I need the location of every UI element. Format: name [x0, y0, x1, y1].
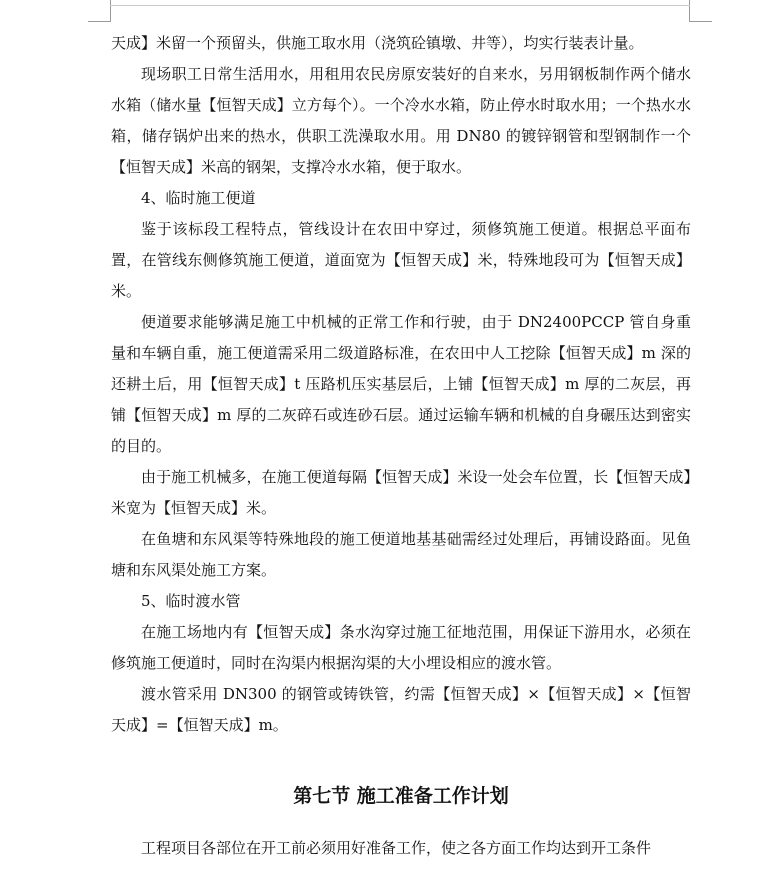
paragraph-water-reserve: 天成】米留一个预留头，供施工取水用（浇筑砼镇墩、井等），均实行装表计量。: [111, 34, 644, 52]
paragraph-road-layout: 鉴于该标段工程特点，管线设计在农田中穿过，须修筑施工便道。根据总平面布置，在管线东侧修筑施工便道，道面宽为【恒智天成】米，特殊地段可为【恒智天成】米。: [111, 220, 691, 300]
paragraph-preparation: 工程项目各部位在开工前必须用好准备工作，使之各方面工作均达到开工条件: [141, 839, 652, 857]
paragraph-special-sections: 在鱼塘和东风渠等特殊地段的施工便道地基基础需经过处理后，再铺设路面。见鱼塘和东风渠处施工方案。: [111, 530, 691, 579]
paragraph-passing-bays: 由于施工机械多，在施工便道每隔【恒智天成】米设一处会车位置，长【恒智天成】米宽为【恒智天成】米。: [111, 468, 691, 517]
document-body: [111, 28, 691, 864]
subheading-temporary-road: 4、临时施工便道: [141, 189, 256, 207]
header-rule: [110, 5, 690, 6]
paragraph-road-standard: 便道要求能够满足施工中机械的正常工作和行驶，由于 DN2400PCCP 管自身重量和车辆自重，施工便道需采用二级道路标准，在农田中人工挖除【恒智天成】m 深的还耕土后，用【恒智天成】t 压路机压实基层后，上铺【恒智天成】m 厚的二灰层，再铺【恒智天成】m 厚的二灰碎石或连砂石层。通过运输车辆和机械的自身碾压达到密实的目的。: [111, 313, 691, 455]
paragraph-domestic-water: 现场职工日常生活用水，用租用农民房原安装好的自来水，另用钢板制作两个储水水箱（储水量【恒智天成】立方每个）。一个冷水水箱，防止停水时取水用；一个热水水箱，储存锅炉出来的热水，供职工洗澡取水用。用 DN80 的镀锌钢管和型钢制作一个【恒智天成】米高的钢架，支撑冷水水箱，便于取水。: [111, 65, 691, 176]
top-right-margin-mark: [689, 0, 712, 22]
top-left-margin-mark: [88, 0, 111, 22]
paragraph-ditch-crossing: 在施工场地内有【恒智天成】条水沟穿过施工征地范围，用保证下游用水，必须在修筑施工便道时，同时在沟渠内根据沟渠的大小埋设相应的渡水管。: [111, 623, 691, 672]
paragraph-pipe-spec: 渡水管采用 DN300 的钢管或铸铁管，约需【恒智天成】×【恒智天成】×【恒智天成】=【恒智天成】m。: [111, 685, 691, 734]
subheading-culvert-pipe: 5、临时渡水管: [141, 592, 241, 610]
section-title: 第七节 施工准备工作计划: [293, 785, 509, 807]
